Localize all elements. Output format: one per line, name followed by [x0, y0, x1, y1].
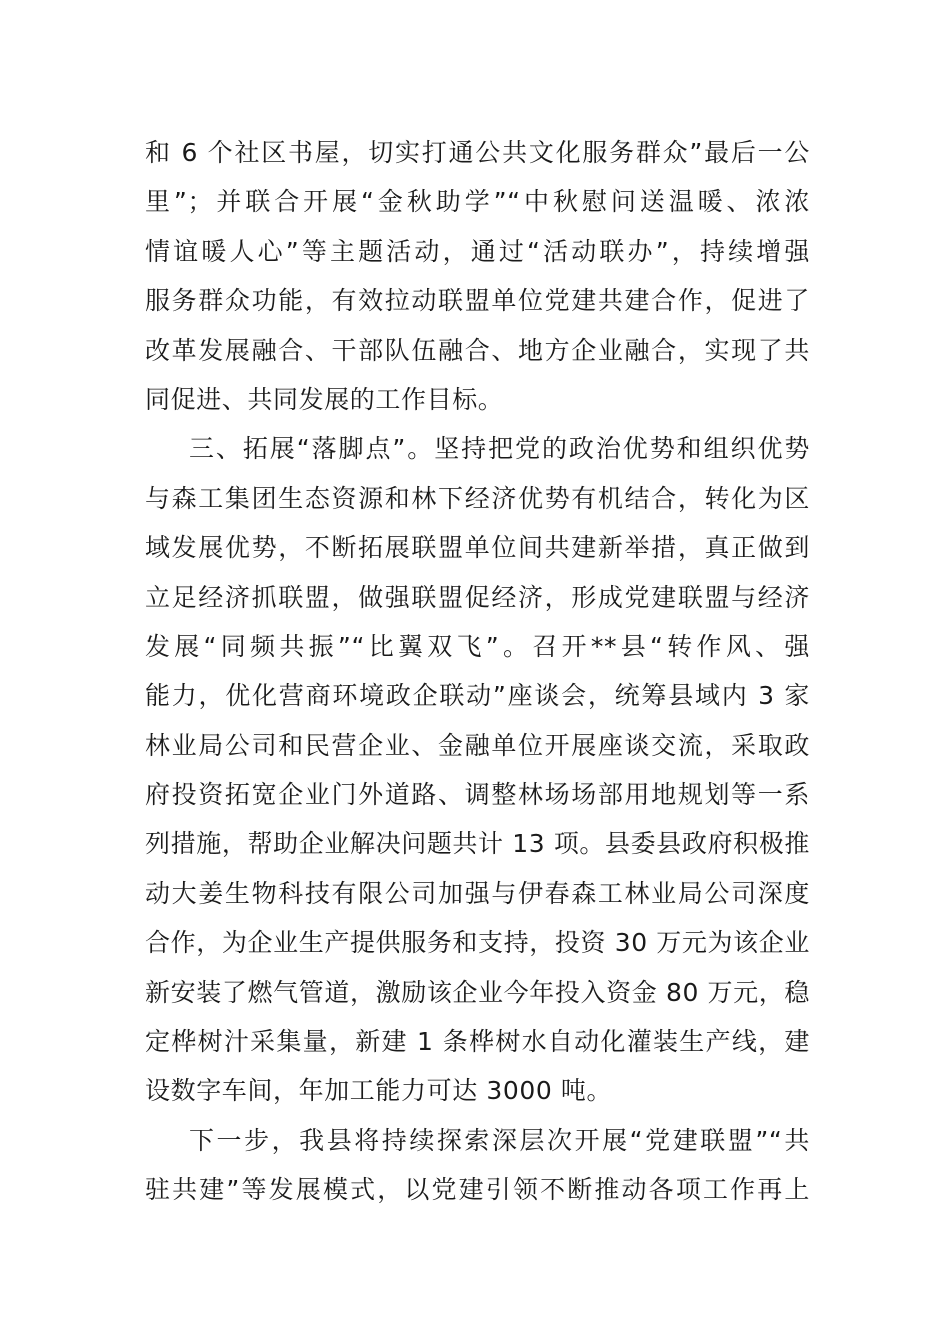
paragraph [145, 1116, 810, 1215]
text-line: 府投资拓宽企业门外道路、调整林场场部用地规划等一系 [145, 780, 810, 810]
text-line: 合作，为企业生产提供服务和支持，投资 30 万元为该企业 [145, 928, 810, 958]
text-line: 改革发展融合、干部队伍融合、地方企业融合，实现了共 [145, 335, 810, 365]
text-line: 新安装了燃气管道，激励该企业今年投入资金 80 万元，稳 [145, 977, 810, 1007]
text-line: 驻共建”等发展模式，以党建引领不断推动各项工作再上 [145, 1175, 810, 1205]
text-line: 定桦树汁采集量，新建 1 条桦树水自动化灌装生产线，建 [145, 1027, 810, 1057]
text-line: 服务群众功能，有效拉动联盟单位党建共建合作，促进了 [145, 286, 810, 316]
text-line: 域发展优势，不断拓展联盟单位间共建新举措，真正做到 [145, 533, 810, 563]
text-line: 里”；并联合开展“金秋助学”“中秋慰问送温暖、浓浓 [145, 187, 810, 217]
text-line: 三、拓展“落脚点”。坚持把党的政治优势和组织优势 [189, 434, 810, 464]
text-line: 动大姜生物科技有限公司加强与伊春森工林业局公司深度 [145, 878, 810, 908]
text-line: 同促进、共同发展的工作目标。 [145, 384, 504, 414]
text-line: 情谊暖人心”等主题活动，通过“活动联办”，持续增强 [145, 236, 810, 266]
text-line: 立足经济抓联盟，做强联盟促经济，形成党建联盟与经济 [145, 582, 810, 612]
text-line: 与森工集团生态资源和林下经济优势有机结合，转化为区 [145, 483, 810, 513]
text-line: 列措施，帮助企业解决问题共计 13 项。县委县政府积极推 [145, 829, 810, 859]
paragraph [145, 128, 810, 424]
text-line: 林业局公司和民营企业、金融单位开展座谈交流，采取政 [145, 730, 810, 760]
text-line: 能力，优化营商环境政企联动”座谈会，统筹县域内 3 家 [145, 681, 810, 711]
text-line: 发展“同频共振”“比翼双飞”。召开**县“转作风、强 [145, 631, 810, 661]
paragraph [145, 424, 810, 1115]
text-line: 下一步，我县将持续探索深层次开展“党建联盟”“共 [189, 1125, 810, 1155]
text-line: 设数字车间，年加工能力可达 3000 吨。 [145, 1076, 613, 1106]
document-body [145, 128, 810, 1215]
text-line: 和 6 个社区书屋，切实打通公共文化服务群众”最后一公 [145, 138, 810, 167]
